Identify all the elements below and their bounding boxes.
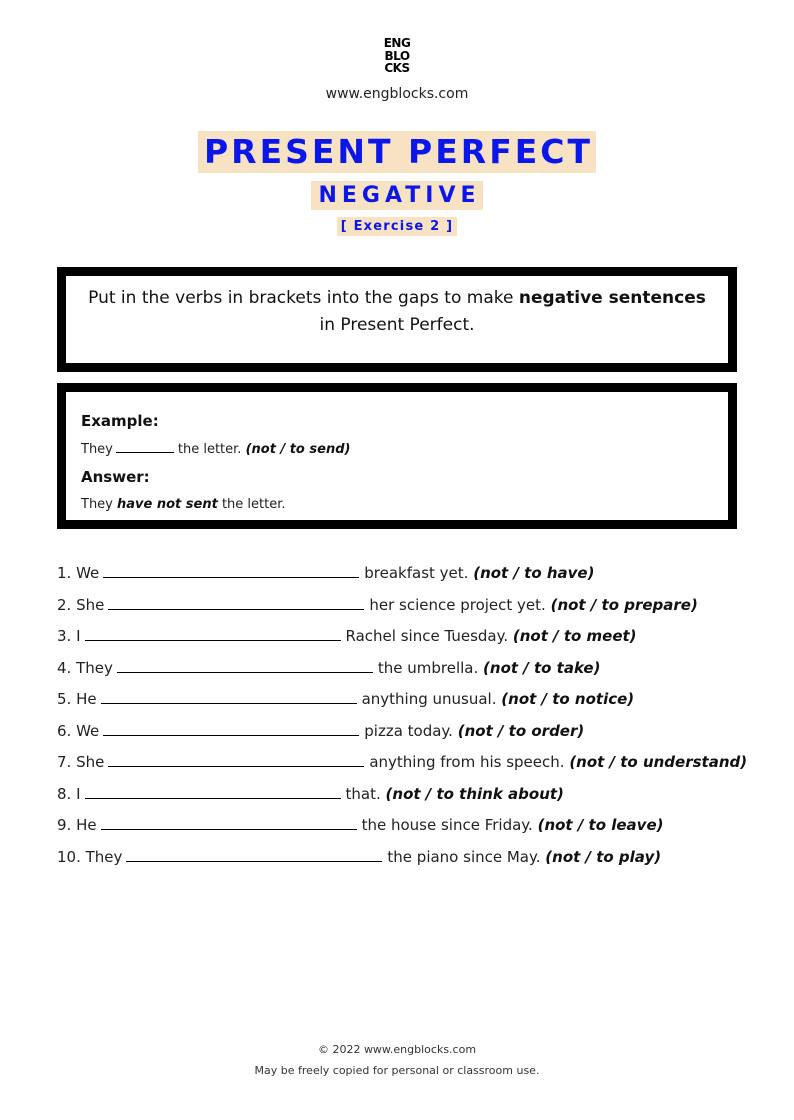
site-url: www.engblocks.com bbox=[325, 86, 469, 102]
exercise-item bbox=[57, 815, 663, 834]
exercise-item bbox=[57, 847, 661, 866]
item-hint: (not / to have) bbox=[473, 564, 595, 582]
instructions-text: Put in the verbs in brackets into the gaps to make bbox=[88, 288, 519, 308]
exercise-item bbox=[57, 721, 584, 740]
answer-sentence bbox=[81, 497, 286, 512]
footer-copyright: © 2022 www.engblocks.com bbox=[317, 1043, 477, 1056]
item-prefix: 7. She bbox=[57, 753, 105, 771]
example-subject: They bbox=[81, 442, 113, 457]
answer-gap[interactable] bbox=[108, 752, 364, 767]
item-hint: (not / to understand) bbox=[569, 753, 748, 771]
exercise-item bbox=[57, 658, 600, 677]
instructions-text-2: in Present Perfect. bbox=[319, 315, 475, 335]
page-subtitle: NEGATIVE bbox=[311, 181, 482, 210]
exercise-item bbox=[57, 595, 698, 614]
item-hint: (not / to order) bbox=[457, 722, 585, 740]
exercise-item bbox=[57, 626, 637, 645]
item-hint: (not / to think about) bbox=[385, 785, 564, 803]
item-prefix: 4. They bbox=[57, 659, 113, 677]
exercise-item bbox=[57, 752, 747, 771]
logo-line: ENG bbox=[383, 36, 411, 50]
answer-gap[interactable] bbox=[126, 847, 382, 862]
exercise-item bbox=[57, 784, 564, 803]
item-hint: (not / to prepare) bbox=[550, 596, 698, 614]
answer-gap[interactable] bbox=[85, 784, 341, 799]
item-prefix: 9. He bbox=[57, 816, 97, 834]
footer-license: May be freely copied for personal or classroom use. bbox=[254, 1064, 540, 1077]
logo-line: BLO bbox=[384, 48, 410, 63]
item-hint: (not / to notice) bbox=[501, 690, 635, 708]
item-prefix: 2. She bbox=[57, 596, 105, 614]
item-rest: that. bbox=[345, 785, 381, 803]
item-rest: the umbrella. bbox=[377, 659, 479, 677]
answer-subject: They bbox=[81, 497, 113, 512]
item-rest: pizza today. bbox=[364, 722, 453, 740]
item-hint: (not / to take) bbox=[483, 659, 601, 677]
item-hint: (not / to play) bbox=[545, 848, 662, 866]
answer-gap[interactable] bbox=[103, 563, 359, 578]
answer-gap[interactable] bbox=[101, 689, 357, 704]
instructions-box bbox=[57, 267, 737, 372]
exercise-label: [ Exercise 2 ] bbox=[337, 217, 458, 236]
answer-rest: the letter. bbox=[221, 497, 286, 512]
exercise-item bbox=[57, 689, 634, 708]
logo-line: CKS bbox=[384, 61, 410, 75]
item-rest: Rachel since Tuesday. bbox=[345, 627, 509, 645]
example-label: Example: bbox=[81, 412, 159, 430]
answer-label: Answer: bbox=[81, 468, 150, 486]
item-prefix: 5. He bbox=[57, 690, 97, 708]
answer-gap[interactable] bbox=[117, 658, 373, 673]
item-rest: the piano since May. bbox=[387, 848, 541, 866]
item-hint: (not / to leave) bbox=[537, 816, 664, 834]
item-hint: (not / to meet) bbox=[512, 627, 637, 645]
item-rest: anything unusual. bbox=[361, 690, 497, 708]
answer-gap[interactable] bbox=[103, 721, 359, 736]
exercise-item bbox=[57, 563, 594, 582]
instructions-bold: negative sentences bbox=[518, 288, 706, 308]
item-prefix: 10. They bbox=[57, 848, 123, 866]
answer-gap[interactable] bbox=[108, 595, 364, 610]
example-hint: (not / to send) bbox=[245, 442, 351, 457]
item-prefix: 1. We bbox=[57, 564, 100, 582]
answer-gap[interactable] bbox=[101, 815, 357, 830]
example-gap bbox=[116, 442, 174, 453]
item-prefix: 3. I bbox=[57, 627, 81, 645]
engblocks-logo bbox=[0, 37, 794, 75]
item-prefix: 8. I bbox=[57, 785, 81, 803]
page-title: PRESENT PERFECT bbox=[198, 131, 596, 173]
item-rest: anything from his speech. bbox=[369, 753, 565, 771]
item-rest: the house since Friday. bbox=[361, 816, 533, 834]
item-prefix: 6. We bbox=[57, 722, 100, 740]
example-sentence bbox=[81, 442, 350, 457]
example-rest: the letter. bbox=[177, 442, 242, 457]
answer-bold: have not sent bbox=[117, 497, 218, 512]
item-rest: her science project yet. bbox=[369, 596, 546, 614]
answer-gap[interactable] bbox=[85, 626, 341, 641]
example-box bbox=[57, 383, 737, 529]
item-rest: breakfast yet. bbox=[364, 564, 469, 582]
